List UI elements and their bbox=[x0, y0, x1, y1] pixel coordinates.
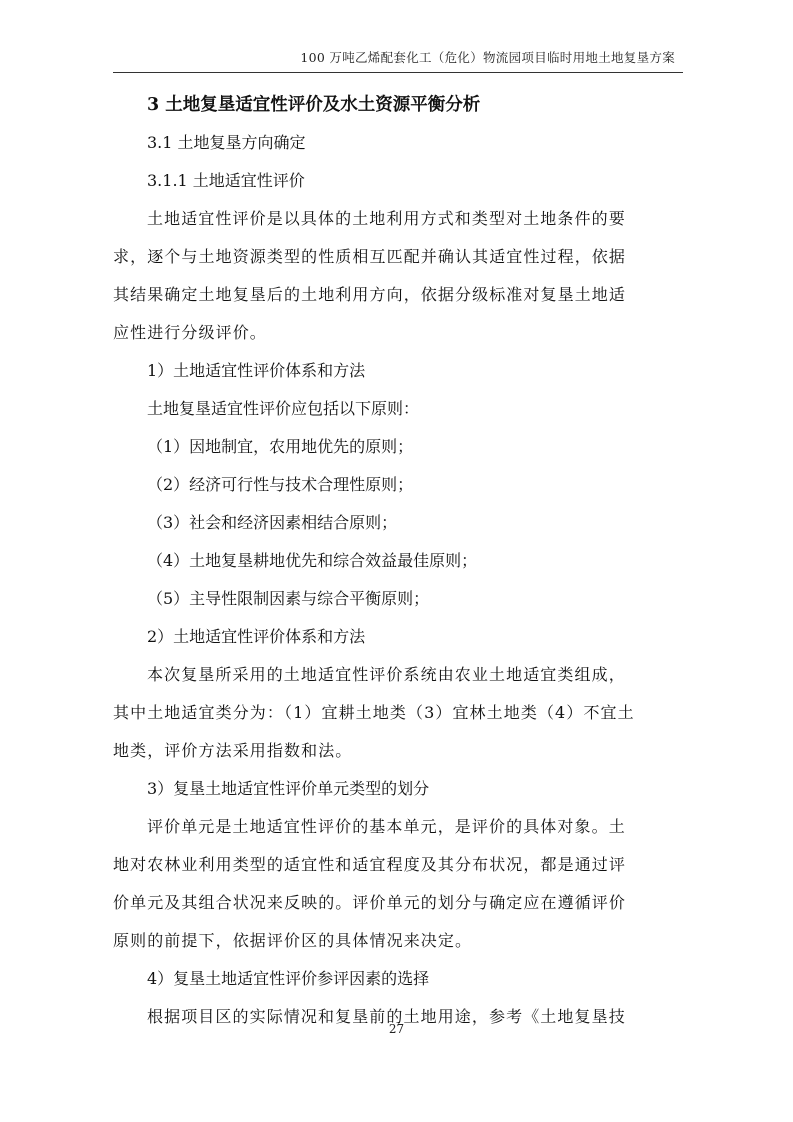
intro-paragraph bbox=[113, 200, 681, 352]
text-line: 地类，评价方法采用指数和法。 bbox=[113, 741, 353, 760]
item-2-title: 2）土地适宜性评价体系和方法 bbox=[147, 627, 366, 646]
text-line: 其结果确定土地复垦后的土地利用方向，依据分级标准对复垦土地适 bbox=[113, 285, 627, 304]
text-line: 土地适宜性评价是以具体的土地利用方式和类型对土地条件的要 bbox=[147, 209, 626, 228]
text-line: 评价单元是土地适宜性评价的基本单元，是评价的具体对象。土 bbox=[147, 817, 626, 836]
system-paragraph bbox=[113, 656, 681, 770]
running-header: 100 万吨乙烯配套化工（危化）物流园项目临时用地土地复垦方案 bbox=[300, 50, 675, 65]
principle-item: （4）土地复垦耕地优先和综合效益最佳原则； bbox=[147, 551, 478, 570]
principle-item: （2）经济可行性与技术合理性原则； bbox=[147, 475, 414, 494]
principles-intro: 土地复垦适宜性评价应包括以下原则： bbox=[147, 399, 420, 418]
principle-item: （1）因地制宜，农用地优先的原则； bbox=[147, 437, 414, 456]
text-line: 根据项目区的实际情况和复垦前的土地用途，参考《土地复垦技 bbox=[147, 1007, 626, 1026]
text-line: 本次复垦所采用的土地适宜性评价系统由农业土地适宜类组成， bbox=[147, 665, 626, 684]
page-number: 27 bbox=[388, 1022, 405, 1036]
text-line: 其中土地适宜类分为：（1）宜耕土地类（3）宜林土地类（4）不宜土 bbox=[113, 703, 635, 722]
text-line: 原则的前提下，依据评价区的具体情况来决定。 bbox=[113, 931, 473, 950]
page-content bbox=[113, 86, 681, 1036]
item-1-title: 1）土地适宜性评价体系和方法 bbox=[147, 361, 366, 380]
section-heading: 3 土地复垦适宜性评价及水土资源平衡分析 bbox=[147, 95, 481, 115]
text-line: 应性进行分级评价。 bbox=[113, 323, 267, 342]
subsection-heading: 3.1 土地复垦方向确定 bbox=[147, 133, 306, 152]
principle-item: （5）主导性限制因素与综合平衡原则； bbox=[147, 589, 430, 608]
principle-item: （3）社会和经济因素相结合原则； bbox=[147, 513, 398, 532]
header-rule bbox=[113, 72, 683, 73]
unit-paragraph bbox=[113, 808, 681, 960]
text-line: 地对农林业利用类型的适宜性和适宜程度及其分布状况，都是通过评 bbox=[113, 855, 627, 874]
item-3-title: 3）复垦土地适宜性评价单元类型的划分 bbox=[147, 779, 430, 798]
item-4-title: 4）复垦土地适宜性评价参评因素的选择 bbox=[147, 969, 430, 988]
subsubsection-heading: 3.1.1 土地适宜性评价 bbox=[147, 171, 305, 190]
text-line: 价单元及其组合状况来反映的。评价单元的划分与确定应在遵循评价 bbox=[113, 893, 627, 912]
text-line: 求，逐个与土地资源类型的性质相互匹配并确认其适宜性过程，依据 bbox=[113, 247, 627, 266]
